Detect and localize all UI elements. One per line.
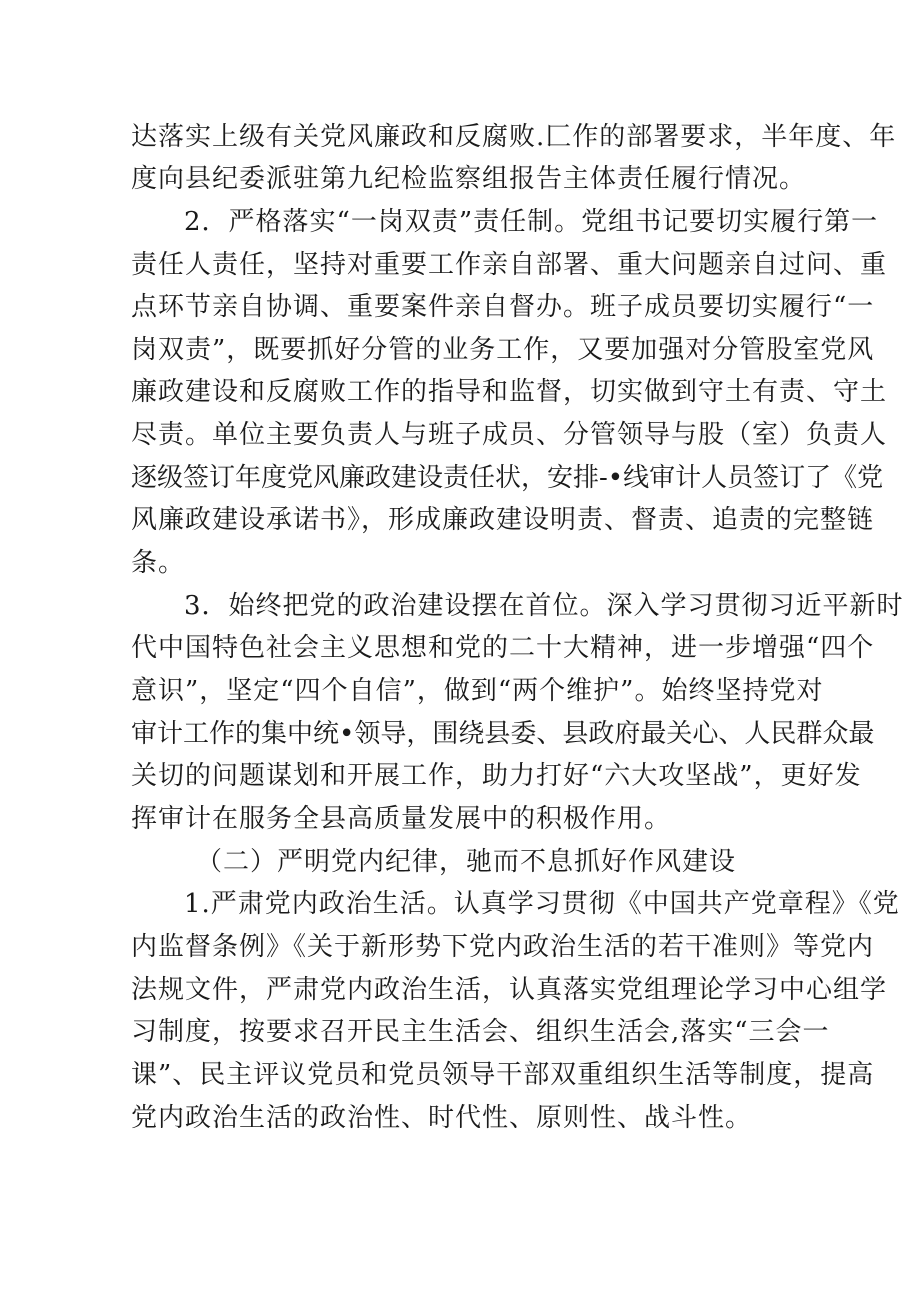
text-line: 廉政建设和反腐败工作的指导和监督，切实做到守土有责、守土 <box>131 377 888 407</box>
text-line: 点环节亲自协调、重要案件亲自督办。班子成员要切实履行“一 <box>131 292 875 322</box>
text-line: 意识”，坚定“四个自信”，做到“两个维护”。始终坚持党对 <box>131 676 824 706</box>
text-line: 逐级签订年度党风廉政建设责任状，安排-•线审计人员签订了《党 <box>131 463 884 493</box>
text-line: 党内政治生活的政治性、时代性、原则性、战斗性。 <box>131 1103 753 1133</box>
text-line: 条。 <box>131 548 186 578</box>
text-line: 关切的问题谋划和开展工作，助力打好“六大攻坚战”，更好发 <box>131 761 862 791</box>
text-line: 1.严肃党内政治生活。认真学习贯彻《中国共产党章程》《党 <box>184 889 900 919</box>
text-line: 代中国特色社会主义思想和党的二十大精神，进一步增强“四个 <box>131 633 875 663</box>
section-heading: （二）严明党内纪律，驰而不息抓好作风建设 <box>196 847 737 877</box>
text-line: 法规文件，严肃党内政治生活，认真落实党组理论学习中心组学 <box>131 975 888 1005</box>
text-line: 课”、民主评议党员和党员领导干部双重组织生活等制度，提高 <box>131 1060 875 1090</box>
text-line: 责任人责任，坚持对重要工作亲自部署、重大问题亲自过问、重 <box>131 250 888 280</box>
text-line: 审计工作的集中统•领导，围绕县委、县政府最关心、人民群众最 <box>131 719 875 749</box>
text-line: 内监督条例》《关于新形势下党内政治生活的若干准则》等党内 <box>131 932 875 962</box>
text-line: 风廉政建设承诺书》，形成廉政建设明责、督责、追责的完整链 <box>131 505 875 535</box>
text-line: 挥审计在服务全县高质量发展中的积极作用。 <box>131 804 672 834</box>
text-line: 岗双责”，既要抓好分管的业务工作，又要加强对分管股室党风 <box>131 335 875 365</box>
text-line: 度向县纪委派驻第九纪检监察组报告主体责任履行情况。 <box>131 164 807 194</box>
text-line: 习制度，按要求召开民主生活会、组织生活会,落实“三会一 <box>131 1017 830 1047</box>
text-line: 达落实上级有关党风廉政和反腐败.匚作的部署要求，半年度、年 <box>131 122 897 152</box>
text-line: 3．始终把党的政治建设摆在首位。深入学习贯彻习近平新时 <box>184 591 904 621</box>
text-line: 尽责。单位主要负责人与班子成员、分管领导与股（室）负责人 <box>131 420 888 450</box>
text-line: 2．严格落实“一岗双责”责任制。党组书记要切实履行第一 <box>184 207 879 237</box>
